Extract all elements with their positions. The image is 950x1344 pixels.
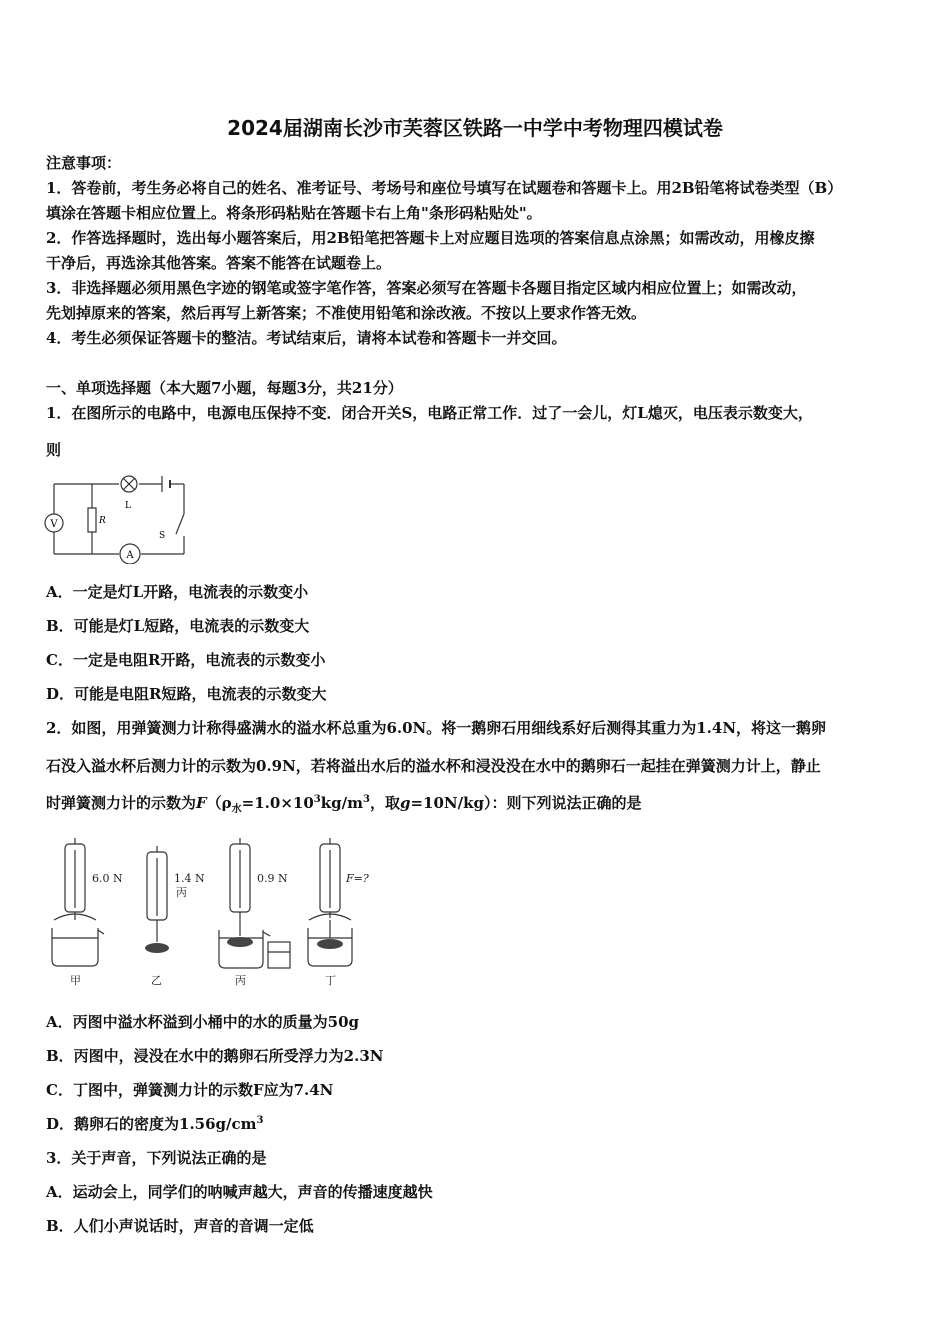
reading-yi-sub: 丙 [176,886,187,899]
reading-yi: 1.4 N [174,872,205,885]
q2-option-b: B．丙图中，浸没在水中的鹅卵石所受浮力为2.3N [46,1047,384,1065]
notice-line: 2．作答选择题时，选出每小题答案后，用2B铅笔把答题卡上对应题目选项的答案信息点涂黑；如需改动，用橡皮擦 [46,229,815,247]
notice-heading: 注意事项： [46,154,122,172]
reading-jia: 6.0 N [92,872,123,885]
caption-ding: 丁 [325,974,336,987]
circuit-diagram [44,474,194,564]
notice-line: 先划掉原来的答案，然后再写上新答案；不准使用铅笔和涂改液。不按以上要求作答无效。 [46,304,647,322]
q3-option-b: B．人们小声说话时，声音的音调一定低 [46,1217,314,1235]
q2-option-d: D．鹅卵石的密度为$1.56g/cm^3$ [46,1115,264,1133]
spring-scale-figure [44,838,394,988]
q1-option-a: A．一定是灯L开路，电流表的示数变小 [46,583,309,601]
notice-line: 4．考生必须保证答题卡的整洁。考试结束后，请将本试卷和答题卡一并交回。 [46,329,567,347]
voltmeter-label: V [50,519,58,530]
q2-option-a: A．丙图中溢水杯溢到小桶中的水的质量为50g [46,1013,360,1031]
q2-stem-end: 时弹簧测力计的示数为$F(\rho_水=1.0\times 10^3kg/m^3$，取g=10N/kg）：则下列说法正确的是 [46,794,642,815]
resistor-label: R [99,516,106,526]
notice-line: 填涂在答题卡相应位置上。将条形码粘贴在答题卡右上角"条形码粘贴处"。 [46,204,542,222]
q1-option-c: C．一定是电阻R开路，电流表的示数变小 [46,651,326,669]
notice-line: 1．答卷前，考生务必将自己的姓名、准考证号、考场号和座位号填写在试题卷和答题卡上。用2B铅笔将试卷类型（B） [46,179,843,197]
notice-line: 干净后，再选涂其他答案。答案不能答在试题卷上。 [46,254,392,272]
q1-stem: 1．在图所示的电路中，电源电压保持不变．闭合开关S，电路正常工作．过了一会儿，灯L熄灭，电压表示数变大， [46,404,813,422]
q2-option-c: C．丁图中，弹簧测力计的示数F应为7.4N [46,1081,334,1099]
q1-option-b: B．可能是灯L短路，电流表的示数变大 [46,617,310,635]
reading-ding: F=? [346,872,369,885]
section-heading: 一、单项选择题（本大题7小题，每题3分，共21分） [46,379,403,397]
lamp-label: L [125,501,131,511]
q3-stem: 3．关于声音，下列说法正确的是 [46,1149,267,1167]
reading-bing: 0.9 N [257,872,288,885]
q1-option-d: D．可能是电阻R短路，电流表的示数变大 [46,685,327,703]
q1-stem-cont: 则 [46,441,62,459]
q3-option-a: A．运动会上，同学们的呐喊声越大，声音的传播速度越快 [46,1183,433,1201]
q2-stem: 2．如图，用弹簧测力计称得盛满水的溢水杯总重为6.0N。将一鹅卵石用细线系好后测得其重力为1.4N，将这一鹅卵 [46,719,827,737]
ammeter-label: A [126,550,134,561]
q2-stem-cont: 石没入溢水杯后测力计的示数为0.9N，若将溢出水后的溢水杯和浸没没在水中的鹅卵石一起挂在弹簧测力计上，静止 [46,757,821,775]
caption-yi: 乙 [151,974,162,987]
notice-line: 3．非选择题必须用黑色字迹的钢笔或签字笔作答，答案必须写在答题卡各题目指定区域内相应位置上；如需改动， [46,279,807,297]
page-title: 2024届湖南长沙市芙蓉区铁路一中学中考物理四模试卷 [227,116,723,140]
caption-jia: 甲 [70,974,81,987]
caption-bing: 丙 [235,974,246,987]
switch-label: S [159,531,166,541]
